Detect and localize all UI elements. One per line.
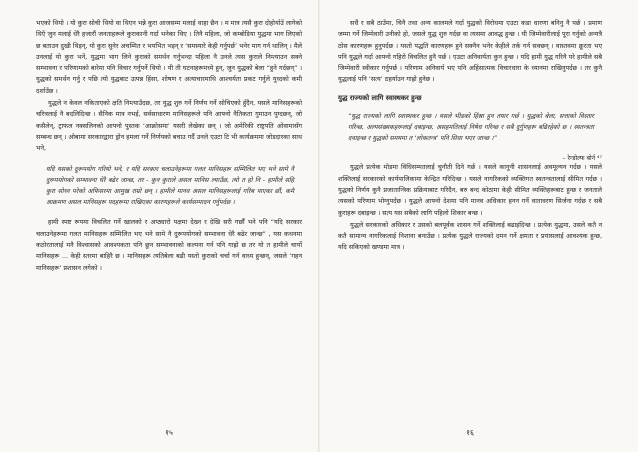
right-page-number: १६ [466, 428, 474, 437]
left-page-number: १५ [165, 428, 173, 437]
right-block-quote: “युद्ध राज्यको लागि स्वास्थकर हुन्छ । यसले भीडको हिंस्रा हुन तयार गर्छ । युद्धको बेला, सत्ताको विस्तार गरिन्छ, अल्पसंख्यकहरूलाई दबाइन्छ, असहमतिलाई निषेध गरिन्छ र सबै दुर्गुणहरू बढिरहेको छ । स्वतन्त्रता दवाइन्छ र युद्धको समयमा त ‘लोकतन्त्र’ पनि सिधा भएर जान्छ ।” [348, 112, 594, 143]
left-paragraph-1: भएको थियो । यो कुरा सोची थियो वा थिएन भन्ने कुरा आजसम्म मलाई थाहा छैन । म मात्र त्यसै कुरा दोहोर्याउँ लागेको थिएँ जुन मलाई धेरै हजारौं जनताहरूले कुराकानी गर्दा भनेका थिए । तिनै महिला, जो कम्बोडिया युद्धमा भाग लिएको छ बताउन दुखी थिइन्, यो कुरा सुनेर अचम्मित र भयभित भइन् र ‘समस्यारे केही गर्नुपर्छ’ भनेर माग गर्न थालिन् । मैले उनलाई यो कुरा भनें, युद्धमा भाग लिने कुराको समर्थन गर्नुभन्दा पहिला नै उनले त्यस कुराले निम्त्याउन सक्ने सम्भावना र परिणामको बारेमा पनि विचार गर्नुपर्ने थियो । यी ती घटनाहरूमध्ये हुन्, जुन युद्धको बेला “हुने गर्दछन्” । युद्धको समर्थन गर्नु र पछि त्यो युद्धबाट उत्पन्न हिंसा, शोषण र अत्याचारमाथि आश्चर्यता प्रकट गर्नुले युध्दको कमी दर्शाउँछ । [36, 19, 302, 95]
right-paragraph-1: सधैं र सबै ठाउँमा, चिनै तथा अन्य कालमले गर्दा युद्धको विरोधमा एउटा कडा धारणा बनिनु नै पर्छ । प्रमाण जम्मा गर्ने जिम्मेवारी उनीको हो, जसले युद्ध शुरु गर्दछ वा त्यसमा आवद्ध हुन्छ । यी जिम्मेवारीलाई पूरा गर्नुको अन्यत्रै ठोस कारणहरू हुनुपर्दछ । यस्तो पद्धति कारणहरू हुने सक्नैन भनेर केहीले तर्क गर्न सक्छन् । वास्तवमा क्रूरता भए पनि युद्धले गर्दा आफ्नो गहिरो विचलित हुनै पर्छ । एउटा अनिवार्यता कुन हुन्छ । यदि हामी युद्ध गरिनै परे हामीले सबै जिम्मेवारी स्वीकार गर्नुपर्छ । परिणाम अनिवार्य भए पनि अहिंसात्मक विचारधारा के ध्यानमा राखिनुपर्दछ । तर कुनै युद्धलाई पनि ‘सत्य’ ठहर्याउन गाह्रो हुनेछ । [338, 19, 602, 84]
left-block-quote: यदि यसको दुरूपयोग गरियो भने, र यदि सरकार चलाउनेहरूमा गलत मानिसहरू सम्मिलित भए भने सामे नै दुरूपयोगको सम्भावना धेरै बढेर जान्छ, तर - कुन कुराले असल मानिस ल्याउँछ, त्यो त हो नि - हामीले सहि कुरा सोध्न परेको अफिसरमा आमुख राम्रो छन् । हामीले मानव असल मानिसहरूलाई गरिब पाएका छौं, कमै आक्रमण असल मानिसहरू पदहरूमा राखिएका कारणहरूले कार्यसम्पादन गर्नुपर्दछ । [46, 165, 294, 207]
right-page [320, 0, 638, 452]
section-heading: युद्ध राज्यको लागि स्वास्थकर हुन्छ [338, 93, 422, 102]
right-paragraph-2: युद्धले प्रत्येक मोडमा विधिसम्मतलाई चुनौती दिने गर्छ । यसले कानुनी शासनलाई अवमूल्यन गर्दछ । यसले शक्तिलाई सरकारको कार्यपालिकामा केन्द्रित गरिदिन्छ । यसले नागरिकको व्यक्तिगत स्वतन्त्रतालाई सीमित गर्दछ । युद्धको निर्णय कुनै प्रजातान्त्रिक प्रक्रियाबाट गरिदैन, बरु बन्द कोठामा केही सीमित व्यक्तिहरूबाट हुन्छ र जनताले त्यसको परिणाम भोग्नुपर्दछ । युद्धले आफ्नो देशमा पनि मानव अधिकार हनन गर्ने वातावरण सिर्जना गर्दछ र सबै कुराहरू दबाइन्छ । सत्य यस सबैको लागि पहिलो शिकार बन्छ । [338, 163, 602, 217]
right-paragraph-3: युद्धले सरकारको अधिकार र उसको बलपूर्वक शासन गर्ने शक्तिलाई बढाइदिन्छ । प्रत्येक युद्धमा, उसले कतै न कतै सामान्य नागरिकलाई निशाना बनाउँछ । प्रत्येक युद्धले राज्यको दमन गर्ने क्षमता र प्रयासलाई आवश्यक हुन्छ, यदि सकिएको खण्डमा मात्र । [338, 220, 602, 252]
left-paragraph-3: हामी स्पष्ट रूपमा विचलित गर्ने खालको र अप्ठ्यारो पक्षमा देख्न र देखि सरी गर्छौं भने पनि “यदि सरकार चलाउनेहरूमा गलत मानिसहरू सम्मिलित भए भने सामे नै दुरूपयोगको सम्भावना धेरै बढेर जान्छ” , यस कथनमा कठोरतालाई मनै विश्वासको आवश्यकता पनि छुन सम्भावनाको कल्पना गर्न पनि गाह्रो छ तर यो त हामीले चार्यो मानिसहरू ... केही स्तरमा बाहिरै छ । मानिसहरू त्यतिबेला बढी यस्तो कुराको चर्चा गर्न वाध्य हुन्छन्, जसले ‘गहन मानिसहरू’ प्रशासन लगेको । [36, 218, 302, 272]
left-page [0, 0, 318, 452]
left-paragraph-2: युद्धले न केवल नकिताएको क्षति निम्त्याउँदछ, तर युद्ध शुरु गर्ने निर्णय गर्ने सोचिएको हुँदैन, यसले मानिसहरूको चरित्रलाई नै बदलिदिन्छ । सैनिक मात्र नभई, सर्वसाधारण मानिसहरूले पनि आफ्नो नैतिकता गुमाउन पुग्दछन्, जो कसैलेन्, ट्राफल नक्सलिनको आफ्नो पुस्तक ‘आक्रोसमा’ यसरी लेखेका छन् । जो अमेरिकी राष्ट्रपति ओवामासँग सम्बन्ध छन् । ओबामा सरकारद्वारा ड्रोन हमला गर्ने निर्णयको बचाउ गर्दै उनले एउटा टि भी कार्यक्रममा जोडदारका साथ भने, [36, 99, 302, 153]
quote-attribution: – रेन्डोल्फ बोर्न ⁴⁷ [562, 155, 602, 163]
